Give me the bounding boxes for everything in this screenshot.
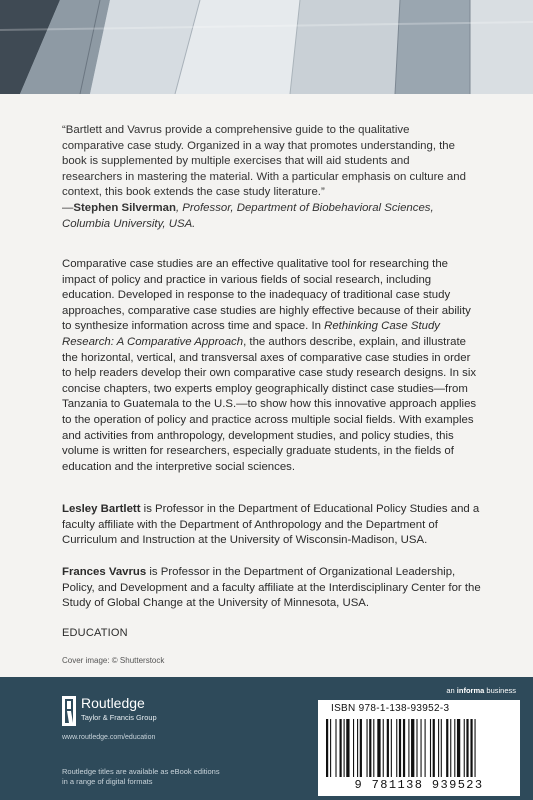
barcode-bar [360, 719, 362, 777]
barcode-bar [330, 719, 331, 777]
barcode-bar [454, 719, 455, 777]
barcode-bar [475, 719, 476, 777]
publisher-name: Routledge [81, 695, 145, 711]
barcode-bar [450, 719, 451, 777]
barcode-bar [367, 719, 368, 777]
barcode-bar [438, 719, 439, 777]
publisher-footer [0, 677, 533, 800]
description-part2: , the authors describe, explain, and illustrate the horizontal, vertical, and transversal axes of comparative case studies in order to help readers develop their own comparative case study research designs. In six concise chapters, two experts employ geographically distinct case studies—from Tanzania to Guatemala to the U.S.—to show how this innovative approach applies to the operation of policy and practice across multiple social fields. With examples and activities from anthropology, development studies, and policy studies, this volume is written for researchers, especially graduate students, in the fields of education and the interpretive social sciences. [62, 335, 477, 473]
barcode-digits: 9 781138 939523 [354, 778, 484, 792]
cover-image-credit: Cover image: © Shutterstock [62, 656, 165, 665]
ebook-note: Routledge titles are available as eBook editions in a range of digital formats [62, 767, 220, 786]
author-name: Lesley Bartlett [62, 503, 141, 515]
barcode-bar [421, 719, 422, 777]
barcode-bar [470, 719, 472, 777]
barcode-bar [373, 719, 374, 777]
barcode-bar [377, 719, 380, 777]
book-description [62, 257, 482, 475]
barcode-bar [396, 719, 397, 777]
barcode-bar [466, 719, 468, 777]
barcode-bar [353, 719, 354, 777]
subject-category: EDUCATION [62, 627, 128, 639]
author-name: Frances Vavrus [62, 566, 147, 578]
barcode-bar [403, 719, 405, 777]
isbn-text: ISBN 978-1-138-93952-3 [331, 703, 450, 714]
author-bio-text: is Professor in the Department of Organizational Leadership, Policy, and Development and a faculty affiliate at the Interdisciplinary Center for the Study of Global Change at the University of Minnesota, USA. [62, 566, 481, 610]
barcode-bar [391, 719, 392, 777]
barcode-bar [335, 719, 336, 777]
author-bio-bartlett [62, 502, 482, 549]
isbn-barcode [318, 700, 520, 796]
barcode-bar [430, 719, 431, 777]
barcode-bar [416, 719, 417, 777]
routledge-logo-icon [62, 696, 76, 726]
informa-business-tag: an informa business [446, 686, 516, 695]
barcode-bar [457, 719, 460, 777]
quote-attribution-name: Stephen Silverman [73, 201, 176, 214]
barcode-bar [441, 719, 442, 777]
barcode-bar [464, 719, 465, 777]
barcode-bar [408, 719, 409, 777]
publisher-group: Taylor & Francis Group [81, 713, 157, 722]
barcode-bar [411, 719, 414, 777]
barcode-bar [425, 719, 426, 777]
barcode-bar [433, 719, 435, 777]
barcode-bar [326, 719, 328, 777]
author-bio-text: is Professor in the Department of Educational Policy Studies and a faculty affiliate with the Department of Anthropology and the Department of Curriculum and Instruction at the University of Wisconsin-Madison, USA. [62, 503, 480, 547]
author-bio-vavrus [62, 565, 482, 612]
description-part1: Comparative case studies are an effective qualitative tool for researching the impact of policy and practice in various fields of social research, including education. Developed in response to the inadequacy of traditional case study approaches, comparative case studies are highly effective because of their ability to synthesize information across time and space. In [62, 258, 471, 333]
barcode-bar [344, 719, 345, 777]
barcode-bar [383, 719, 384, 777]
quote-dash: — [62, 201, 74, 214]
barcode-bar [340, 719, 342, 777]
barcode-bar [346, 719, 349, 777]
quote-attribution-role: , Professor, Department of Biobehavioral Sciences, Columbia University, USA. [62, 201, 434, 230]
barcode-bars [326, 719, 512, 779]
publisher-url: www.routledge.com/education [62, 734, 156, 741]
quote-text: “Bartlett and Vavrus provide a comprehensive guide to the qualitative comparative case study. Organized in a way that promotes understanding, the book is supplemented by multiple exercises that will aid students and researchers in mastering the material. With a particular emphasis on culture and context, this book extends the case study literature.” [62, 124, 466, 199]
barcode-bar [446, 719, 448, 777]
barcode-bar [369, 719, 371, 777]
barcode-bar [387, 719, 389, 777]
endorsement-quote [62, 123, 472, 232]
cover-photo-building [0, 0, 533, 94]
barcode-bar [399, 719, 401, 777]
barcode-bar [357, 719, 358, 777]
book-title: Rethinking Case Study Research: A Comparative Approach [62, 320, 440, 348]
